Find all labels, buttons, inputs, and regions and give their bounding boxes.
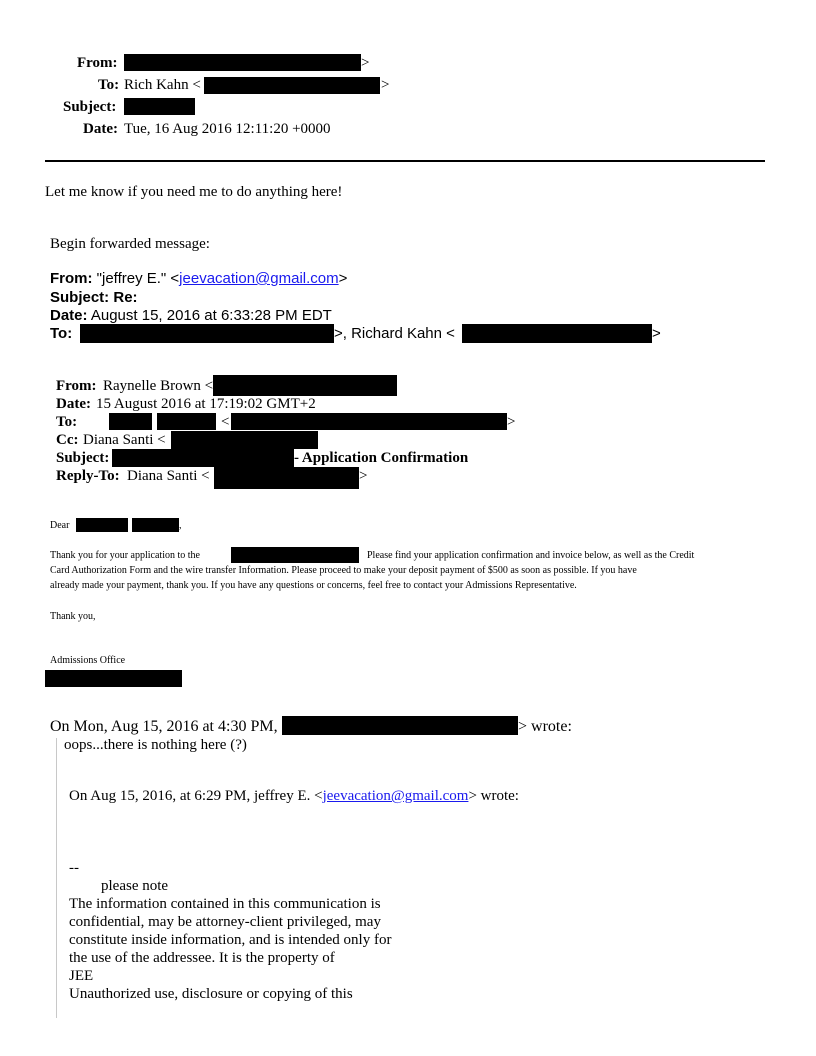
redaction-box (231, 547, 359, 563)
header-to-label: To: (98, 77, 120, 93)
letter-dear-comma: , (179, 520, 182, 531)
fwd-from-email-link[interactable]: jeevacation@gmail.com (179, 270, 339, 287)
letter-p1-b: Please find your application confirmation and invoice below, as well as the Credit (367, 550, 695, 561)
redaction-box (214, 467, 359, 489)
inner-date-value: 15 August 2016 at 17:19:02 GMT+2 (96, 396, 316, 412)
sig-note: please note (101, 878, 169, 894)
letter-thanks: Thank you, (50, 611, 96, 622)
fwd-subject-line (50, 289, 138, 306)
quoted-oops: oops...there is nothing here (?) (64, 737, 247, 753)
header-to-value: Rich Kahn < (124, 77, 201, 93)
redaction-box (109, 413, 152, 430)
inner-cc-value: Diana Santi < (83, 432, 166, 448)
redaction-box (112, 449, 294, 467)
redaction-box (204, 77, 380, 94)
redaction-box (462, 324, 652, 343)
fwd-from-label: From: (50, 270, 93, 287)
inner-date-label: Date: (56, 396, 91, 412)
fwd-subject-label: Subject: (50, 289, 110, 306)
header-from-suffix: > (361, 55, 370, 71)
sig-line: constitute inside information, and is intended only for (69, 932, 392, 948)
inner-from-label: From: (56, 378, 97, 394)
letter-dear: Dear (50, 520, 70, 531)
header-to-suffix: > (381, 77, 390, 93)
inner-to-label: To: (56, 414, 78, 430)
redaction-box (171, 431, 318, 449)
redaction-box (76, 518, 128, 532)
inner-from-value: Raynelle Brown < (103, 378, 214, 394)
fwd-subject-value: Re: (113, 289, 138, 306)
quoted-on-aug-line (69, 788, 519, 805)
sig-dash: -- (69, 860, 79, 876)
redaction-box (282, 716, 518, 735)
fwd-to-label: To: (50, 325, 73, 342)
quoted-on-mon: On Mon, Aug 15, 2016 at 4:30 PM, (50, 718, 278, 735)
quoted-email-link[interactable]: jeevacation@gmail.com (322, 788, 469, 804)
forward-intro: Begin forwarded message: (50, 236, 210, 252)
header-from-label: From: (77, 55, 118, 71)
fwd-from-line (50, 270, 347, 287)
quote-bar (56, 738, 57, 1018)
header-subject-label: Subject: (63, 99, 117, 115)
sig-line: The information contained in this communication is (69, 896, 381, 912)
letter-signature: Admissions Office (50, 655, 126, 666)
fwd-date-line (50, 307, 332, 324)
fwd-date-value: August 15, 2016 at 6:33:28 PM EDT (90, 307, 332, 324)
quoted-wrote: > wrote: (518, 718, 572, 735)
header-divider (45, 160, 765, 162)
fwd-to-middle: >, Richard Kahn < (334, 325, 455, 342)
letter-p1-a: Thank you for your application to the (50, 550, 200, 561)
redaction-box (80, 324, 334, 343)
inner-replyto-gt: > (359, 468, 368, 484)
inner-to-lt: < (221, 414, 230, 430)
redaction-box (231, 413, 507, 430)
redaction-box (45, 670, 182, 687)
sig-line: confidential, may be attorney-client privileged, may (69, 914, 381, 930)
inner-subject-value: - Application Confirmation (294, 450, 469, 466)
quoted-on-aug-wrote: > wrote: (468, 788, 519, 804)
fwd-from-name: "jeffrey E." < (96, 270, 180, 287)
fwd-date-label: Date: (50, 307, 88, 324)
letter-p1-line3: already made your payment, thank you. If you have any questions or concerns, feel free to contact your Admissions Representative. (50, 580, 577, 591)
redaction-box (213, 375, 397, 396)
fwd-to-close: > (652, 325, 661, 342)
redaction-box (157, 413, 216, 430)
letter-p1-line2: Card Authorization Form and the wire transfer Information. Please proceed to make your deposit payment of $500 as soon as possible. If you have (50, 565, 637, 576)
redaction-box (132, 518, 179, 532)
fwd-from-close: > (338, 270, 348, 287)
inner-to-gt: > (507, 414, 516, 430)
header-date-value: Tue, 16 Aug 2016 12:11:20 +0000 (124, 121, 331, 137)
intro-text: Let me know if you need me to do anything here! (45, 184, 343, 200)
sig-line: JEE (69, 968, 94, 984)
redaction-box (124, 54, 361, 71)
quoted-on-aug: On Aug 15, 2016, at 6:29 PM, jeffrey E. < (69, 788, 323, 804)
redaction-box (124, 98, 195, 115)
inner-replyto-label: Reply-To: (56, 468, 120, 484)
header-date-label: Date: (83, 121, 118, 137)
inner-subject-label: Subject: (56, 450, 110, 466)
sig-line: the use of the addressee. It is the property of (69, 950, 335, 966)
inner-replyto-value: Diana Santi < (127, 468, 210, 484)
sig-line: Unauthorized use, disclosure or copying of this (69, 986, 353, 1002)
inner-cc-label: Cc: (56, 432, 79, 448)
